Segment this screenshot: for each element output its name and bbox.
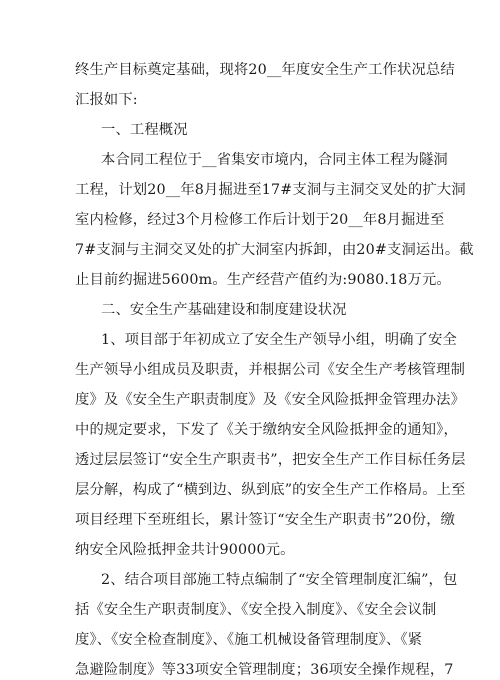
text-line: 透过层层签订“安全生产职责书”，把安全生产工作目标任务层	[75, 452, 466, 468]
text-line: 汇报如下:	[75, 92, 138, 108]
text-line: 7#支洞与主洞交叉处的扩大洞室内拆卸，由20#支洞运出。截	[75, 242, 474, 258]
text-line: 工程，计划20__年8月掘进至17#支洞与主洞交叉处的扩大洞	[75, 182, 466, 198]
text-line: 室内检修，经过3个月检修工作后计划于20__年8月掘进至	[75, 212, 445, 228]
text-line: 止目前约掘进5600m。生产经营产值约为:9080.18万元。	[75, 272, 451, 288]
section-heading: 二、安全生产基础建设和制度建设状况	[101, 302, 347, 318]
text-line: 括《安全生产职责制度》、《安全投入制度》、《安全会议制	[75, 602, 437, 618]
text-line: 1、项目部于年初成立了安全生产领导小组，明确了安全	[101, 332, 457, 348]
text-line: 本合同工程位于__省集安市境内，合同主体工程为隧洞	[101, 152, 448, 168]
section-heading: 一、工程概况	[101, 122, 188, 138]
text-line: 终生产目标奠定基础，现将20__年度安全生产工作状况总结	[75, 62, 455, 78]
text-line: 中的规定要求，下发了《关于缴纳安全风险抵押金的通知》，	[75, 422, 458, 438]
text-line: 纳安全风险抵押金共计90000元。	[75, 542, 295, 558]
text-line: 生产领导小组成员及职责，并根据公司《安全生产考核管理制	[75, 362, 466, 378]
text-line: 项目经理下至班组长，累计签订“安全生产职责书”20份，缴	[75, 512, 456, 528]
text-line: 层分解，构成了“横到边、纵到底”的安全生产工作格局。上至	[75, 482, 466, 498]
text-line: 度》及《安全生产职责制度》及《安全风险抵押金管理办法》	[75, 392, 466, 408]
text-line: 度》、《安全检查制度》、《施工机械设备管理制度》、《紧	[75, 632, 423, 648]
text-line: 2、结合项目部施工特点编制了“安全管理制度汇编”，包	[101, 572, 458, 588]
text-line: 急避险制度》等33项安全管理制度；36项安全操作规程，7	[75, 662, 454, 678]
